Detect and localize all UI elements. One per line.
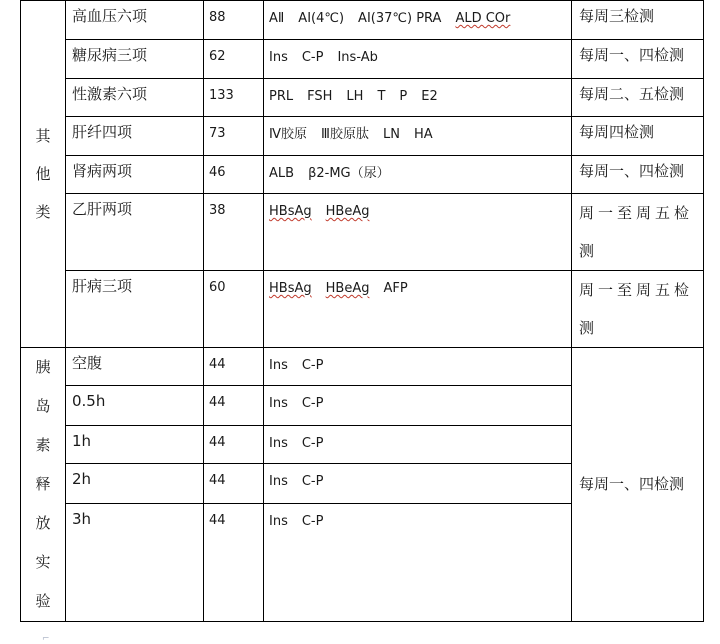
test-code: Ins xyxy=(269,474,288,489)
test-code: C-P xyxy=(301,514,324,529)
test-code: Ⅳ胶原 xyxy=(269,127,307,142)
item-count: 62 xyxy=(204,40,264,79)
item-tests xyxy=(264,156,572,194)
item-count: 44 xyxy=(204,504,264,622)
test-code: C-P xyxy=(301,436,324,451)
item-tests xyxy=(264,1,572,40)
item-name: 0.5h xyxy=(66,386,204,426)
group-schedule: 每周一、四检测 xyxy=(572,348,704,622)
test-code: β2-MG（尿） xyxy=(308,166,390,181)
test-code: ALB xyxy=(269,166,295,181)
table-row xyxy=(21,40,704,79)
table-row xyxy=(21,156,704,194)
test-code: HA xyxy=(413,127,433,142)
item-name: 3h xyxy=(66,504,204,622)
test-code: AⅠ(37℃) PRA xyxy=(358,11,442,26)
test-code: Ins xyxy=(269,396,288,411)
category-cell-insulin xyxy=(21,348,66,622)
item-name: 肝病三项 xyxy=(66,271,204,348)
item-schedule: 周一至周五检测 xyxy=(572,271,704,348)
category-char: 验 xyxy=(35,592,51,610)
item-schedule: 周一至周五检测 xyxy=(572,194,704,271)
item-tests xyxy=(264,79,572,117)
item-name: 高血压六项 xyxy=(66,1,204,40)
item-tests xyxy=(264,194,572,271)
test-code: HBsAg xyxy=(269,281,312,296)
table-row xyxy=(21,271,704,348)
item-count: 133 xyxy=(204,79,264,117)
category-char: 类 xyxy=(35,203,51,221)
test-code: T xyxy=(377,89,386,104)
category-cell-other xyxy=(21,1,66,348)
item-count: 44 xyxy=(204,386,264,426)
test-code: AⅡ xyxy=(269,11,285,26)
test-code: AFP xyxy=(383,281,408,296)
paragraph-mark-icon: ⌐ xyxy=(42,634,50,644)
item-name: 乙肝两项 xyxy=(66,194,204,271)
test-schedule-table xyxy=(20,0,704,622)
item-count: 44 xyxy=(204,348,264,386)
item-tests xyxy=(264,40,572,79)
test-code: C-P xyxy=(301,50,324,65)
table-row xyxy=(21,348,704,386)
item-name: 肝纤四项 xyxy=(66,117,204,156)
category-char: 释 xyxy=(35,475,51,493)
item-tests xyxy=(264,464,572,504)
item-name: 空腹 xyxy=(66,348,204,386)
table-row xyxy=(21,1,704,40)
test-code: C-P xyxy=(301,358,324,373)
test-code: HBeAg xyxy=(325,204,370,219)
item-name: 肾病两项 xyxy=(66,156,204,194)
table-row xyxy=(21,79,704,117)
test-code: Ins xyxy=(269,50,288,65)
category-char: 实 xyxy=(35,553,51,571)
test-code: Ins-Ab xyxy=(337,50,378,65)
category-char: 岛 xyxy=(35,397,51,415)
test-code: E2 xyxy=(421,89,438,104)
category-char: 他 xyxy=(35,165,51,183)
item-schedule: 每周四检测 xyxy=(572,117,704,156)
test-code: LN xyxy=(382,127,400,142)
test-code: HBeAg xyxy=(325,281,370,296)
item-name: 2h xyxy=(66,464,204,504)
item-count: 46 xyxy=(204,156,264,194)
item-tests xyxy=(264,348,572,386)
category-char: 放 xyxy=(35,514,51,532)
item-tests xyxy=(264,271,572,348)
item-name: 糖尿病三项 xyxy=(66,40,204,79)
category-char: 素 xyxy=(35,436,51,454)
item-tests xyxy=(264,386,572,426)
test-code: AⅠ(4℃) xyxy=(298,11,345,26)
item-tests xyxy=(264,504,572,622)
item-name: 1h xyxy=(66,426,204,464)
item-count: 44 xyxy=(204,464,264,504)
item-count: 44 xyxy=(204,426,264,464)
test-code: Ins xyxy=(269,436,288,451)
test-code: Ins xyxy=(269,358,288,373)
item-count: 73 xyxy=(204,117,264,156)
test-code: Ins xyxy=(269,514,288,529)
test-code: Ⅲ胶原肽 xyxy=(321,127,369,142)
test-code: ALD COr xyxy=(455,11,511,26)
item-count: 38 xyxy=(204,194,264,271)
test-code: C-P xyxy=(301,474,324,489)
table-row xyxy=(21,117,704,156)
test-code: LH xyxy=(346,89,364,104)
item-schedule: 每周二、五检测 xyxy=(572,79,704,117)
item-schedule: 每周一、四检测 xyxy=(572,40,704,79)
category-char: 胰 xyxy=(35,358,51,376)
item-schedule: 每周三检测 xyxy=(572,1,704,40)
item-count: 60 xyxy=(204,271,264,348)
test-code: P xyxy=(399,89,408,104)
item-name: 性激素六项 xyxy=(66,79,204,117)
table-row xyxy=(21,194,704,271)
test-code: PRL xyxy=(269,89,294,104)
item-count: 88 xyxy=(204,1,264,40)
category-char: 其 xyxy=(35,127,51,145)
test-code: HBsAg xyxy=(269,204,312,219)
item-schedule: 每周一、四检测 xyxy=(572,156,704,194)
item-tests xyxy=(264,426,572,464)
test-code: FSH xyxy=(307,89,333,104)
item-tests xyxy=(264,117,572,156)
test-code: C-P xyxy=(301,396,324,411)
